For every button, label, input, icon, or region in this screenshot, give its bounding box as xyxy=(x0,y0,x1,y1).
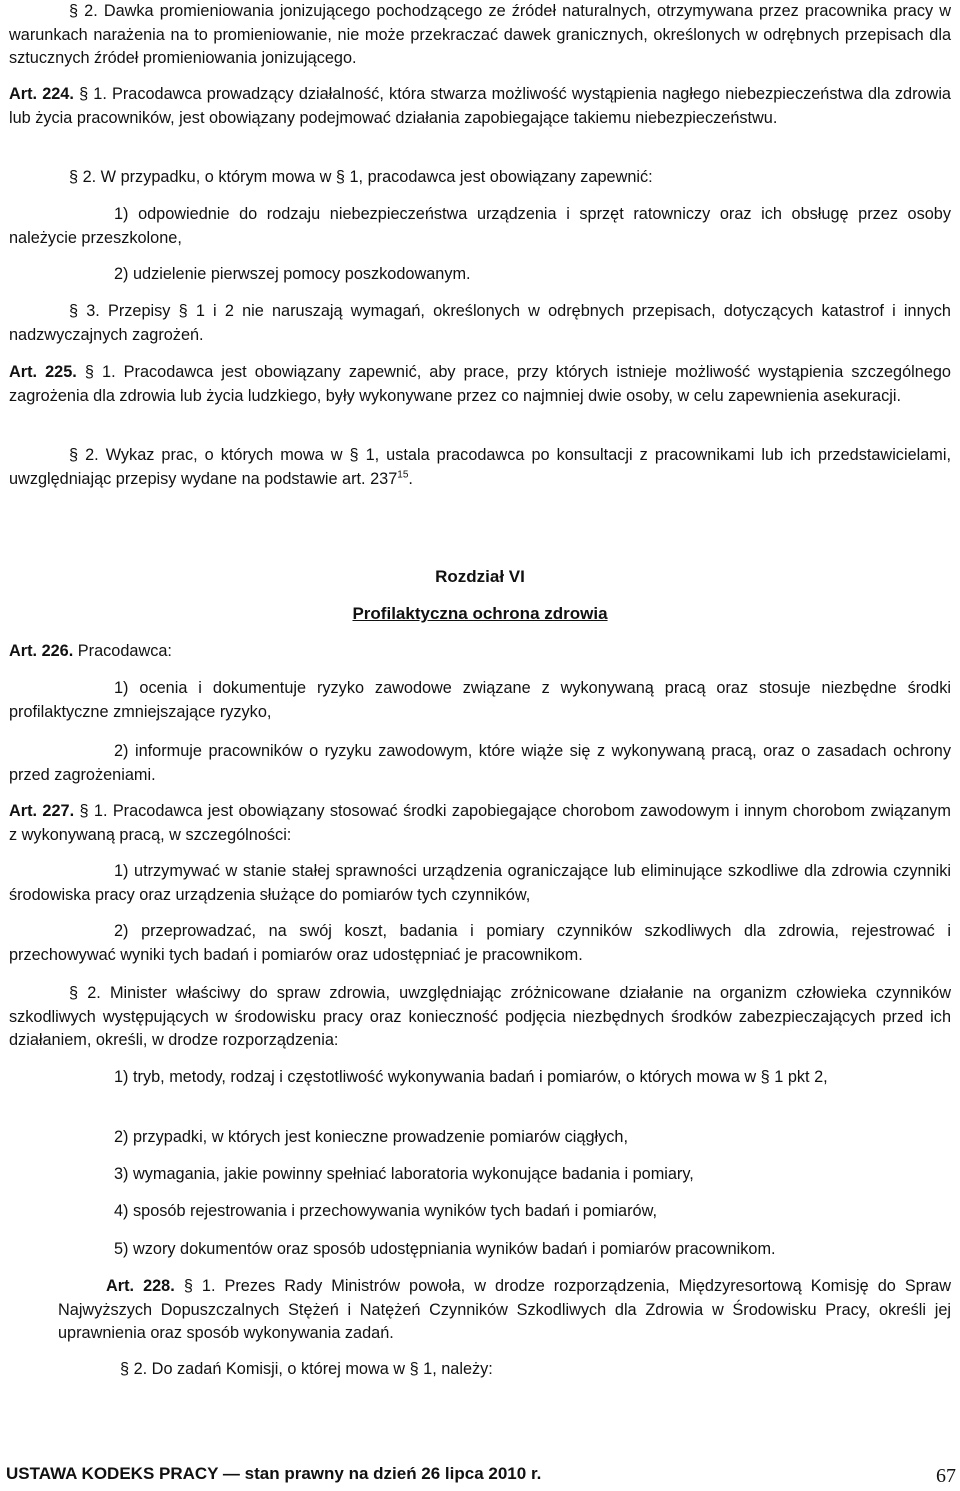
page-footer xyxy=(6,1462,956,1486)
footer-title: USTAWA KODEKS PRACY — stan prawny na dzień 26 lipca 2010 r. xyxy=(6,1464,542,1483)
art224-item1: 1) odpowiednie do rodzaju niebezpieczeństwa urządzenia i sprzęt ratowniczy oraz ich obsługę przez osoby należycie przeszkolone, xyxy=(9,205,951,247)
art226-item2: 2) informuje pracowników o ryzyku zawodowym, które wiąże się z wykonywaną pracą, oraz o zasadach ochrony przed zagrożeniami. xyxy=(9,742,951,784)
art228-par1 xyxy=(58,1275,951,1346)
footnote-ref: 15 xyxy=(397,469,409,481)
art227-sub5: 5) wzory dokumentów oraz sposób udostępniania wyników badań i pomiarów pracownikom. xyxy=(114,1240,776,1258)
art228-label: Art. 228. xyxy=(106,1277,175,1295)
art225-par2-end: . xyxy=(408,469,413,488)
art226-intro-text: Pracodawca: xyxy=(77,642,172,660)
page-number: 67 xyxy=(936,1465,956,1487)
chapter-title xyxy=(9,602,951,627)
art224-par3: § 3. Przepisy § 1 i 2 nie naruszają wymagań, określonych w odrębnych przepisach, dotyczących katastrof i innych nadzwyczajnych zagrożeń. xyxy=(9,302,951,344)
art224-par1-text: § 1. Pracodawca prowadzący działalność, która stwarza możliwość wystąpienia nagłego niebezpieczeństwa dla zdrowia lub życia pracowników, jest obowiązany podejmować działania zapobiegające takiemu niebezpieczeństwu. xyxy=(9,85,951,127)
art227-item1: 1) utrzymywać w stanie stałej sprawności urządzenia ograniczające lub eliminujące szkodliwe dla zdrowia czynniki środowiska pracy oraz urządzenia służące do pomiarów tych czynników, xyxy=(9,862,951,904)
art227-sub1: 1) tryb, metody, rodzaj i częstotliwość wykonywania badań i pomiarów, o których mowa w § 1 pkt 2, xyxy=(114,1068,828,1086)
art227-item2: 2) przeprowadzać, na swój koszt, badania i pomiary czynników szkodliwych dla zdrowia, rejestrować i przechowywać wyniki tych badań i pomiarów oraz udostępniać je pracownikom. xyxy=(9,922,951,964)
art226-label: Art. 226. xyxy=(9,642,74,660)
art227-par2: § 2. Minister właściwy do spraw zdrowia, uwzględniając zróżnicowane działanie na organizm człowieka czynników szkodliwych występujących w środowisku pracy oraz konieczność podjęcia niezbędnych środków zabezpieczających przed ich działaniem, określi, w drodze rozporządzenia: xyxy=(9,984,951,1050)
art227-sub2: 2) przypadki, w których jest konieczne prowadzenie pomiarów ciągłych, xyxy=(114,1128,628,1146)
art224-par2: § 2. W przypadku, o którym mowa w § 1, pracodawca jest obowiązany zapewnić: xyxy=(69,168,653,186)
art225-par2-text: § 2. Wykaz prac, o których mowa w § 1, ustala pracodawca po konsultacji z pracownikami lub ich przedstawicielami, uwzględniając przepisy wydane na podstawie art. 237 xyxy=(9,446,951,488)
art224-par1 xyxy=(9,83,951,130)
art225-par2 xyxy=(9,444,951,491)
art227-sub4: 4) sposób rejestrowania i przechowywania wyników tych badań i pomiarów, xyxy=(114,1202,657,1220)
art228-par2: § 2. Do zadań Komisji, o której mowa w § 1, należy: xyxy=(120,1360,493,1378)
art227-par1-text: § 1. Pracodawca jest obowiązany stosować środki zapobiegające chorobom zawodowym i innym chorobom związanym z wykonywaną pracą, w szczególności: xyxy=(9,802,951,844)
art225-par1-text: § 1. Pracodawca jest obowiązany zapewnić, aby prace, przy których istnieje możliwość wystąpienia szczególnego zagrożenia dla zdrowia lub życia ludzkiego, były wykonywane przez co najmniej dwie osoby, w celu zapewnienia asekuracji. xyxy=(9,363,951,405)
art227-par1 xyxy=(9,800,951,847)
chapter-title-text: Profilaktyczna ochrona zdrowia xyxy=(352,604,608,623)
art224-label: Art. 224. xyxy=(9,85,74,103)
art223-par2: § 2. Dawka promieniowania jonizującego pochodzącego ze źródeł naturalnych, otrzymywana przez pracownika pracy w warunkach narażenia na to promieniowanie, nie może przekraczać dawek granicznych, określonych w odrębnych przepisach dla sztucznych źródeł promieniowania jonizującego. xyxy=(9,2,951,68)
art228-par1-text: § 1. Prezes Rady Ministrów powoła, w drodze rozporządzenia, Międzyresortową Komisję do Spraw Najwyższych Dopuszczalnych Stężeń i Natężeń Czynników Szkodliwych dla Zdrowia w Środowisku Pracy, określi jej uprawnienia oraz sposób wykonywania zadań. xyxy=(58,1277,951,1343)
art225-par1 xyxy=(9,361,951,408)
art226-item1: 1) ocenia i dokumentuje ryzyko zawodowe związane z wykonywaną pracą oraz stosuje niezbędne środki profilaktyczne zmniejszające ryzyko, xyxy=(9,679,951,721)
art226-intro xyxy=(9,640,951,664)
art227-label: Art. 227. xyxy=(9,802,75,820)
art225-label: Art. 225. xyxy=(9,363,77,381)
art227-sub3: 3) wymagania, jakie powinny spełniać laboratoria wykonujące badania i pomiary, xyxy=(114,1165,694,1183)
chapter-number: Rozdział VI xyxy=(435,567,525,586)
art224-item2: 2) udzielenie pierwszej pomocy poszkodowanym. xyxy=(114,265,471,283)
